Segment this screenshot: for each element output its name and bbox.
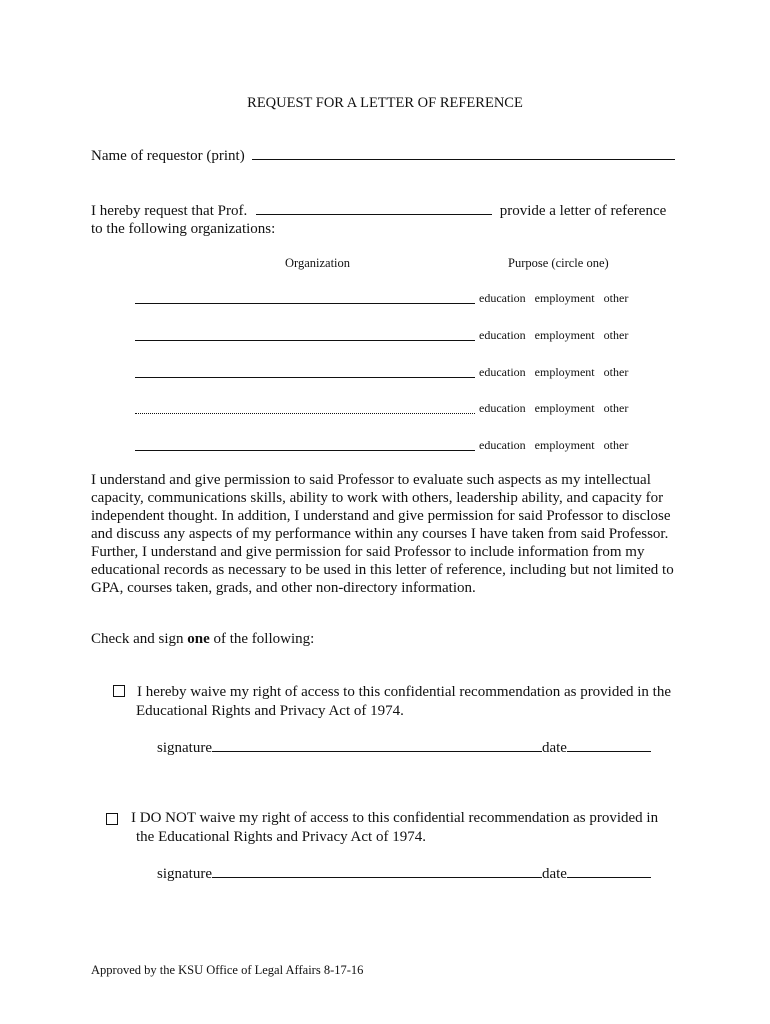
- organization-field[interactable]: [135, 377, 475, 378]
- page-title: REQUEST FOR A LETTER OF REFERENCE: [247, 95, 523, 111]
- purpose-options: [479, 438, 634, 453]
- professor-name-field[interactable]: [256, 213, 492, 215]
- check-instruction-suffix: of the following:: [209, 631, 315, 647]
- organization-field[interactable]: [135, 303, 475, 304]
- purpose-education[interactable]: education: [479, 365, 526, 379]
- purpose-options: [479, 365, 634, 380]
- not-waive-signature-row: [157, 866, 651, 883]
- check-instruction-bold: one: [187, 631, 210, 647]
- purpose-other[interactable]: other: [603, 328, 629, 342]
- waive-date-field[interactable]: [567, 750, 651, 752]
- date-label: date: [541, 740, 567, 756]
- paragraph-line: independent thought. In addition, I understand and give permission for said Professor to disclose: [91, 508, 671, 524]
- purpose-education[interactable]: education: [479, 328, 526, 342]
- not-waive-date-field[interactable]: [567, 876, 651, 878]
- request-line2: to the following organizations:: [91, 221, 276, 237]
- not-waive-signature-field[interactable]: [212, 876, 542, 878]
- request-suffix: provide a letter of reference: [499, 203, 667, 219]
- purpose-other[interactable]: other: [603, 365, 629, 379]
- purpose-employment[interactable]: employment: [534, 291, 595, 305]
- organization-header: Organization: [285, 256, 351, 270]
- date-label: date: [541, 866, 567, 882]
- paragraph-line: educational records as necessary to be used in this letter of reference, including but not limited to: [91, 562, 674, 578]
- purpose-education[interactable]: education: [479, 401, 526, 415]
- purpose-other[interactable]: other: [603, 291, 629, 305]
- organization-field[interactable]: [135, 340, 475, 341]
- paragraph-line: GPA, courses taken, grads, and other non-directory information.: [91, 580, 476, 596]
- purpose-employment[interactable]: employment: [534, 365, 595, 379]
- waive-signature-field[interactable]: [212, 750, 542, 752]
- requestor-label: Name of requestor (print): [91, 148, 245, 164]
- signature-label: signature: [157, 740, 212, 756]
- paragraph-line: Further, I understand and give permission for said Professor to include information from my: [91, 544, 645, 560]
- purpose-education[interactable]: education: [479, 291, 526, 305]
- request-prefix: I hereby request that Prof.: [91, 203, 248, 219]
- purpose-options: [479, 401, 634, 416]
- purpose-employment[interactable]: employment: [534, 438, 595, 452]
- requestor-name-field[interactable]: [252, 158, 675, 160]
- signature-label: signature: [157, 866, 212, 882]
- organization-field[interactable]: [135, 413, 475, 414]
- check-instruction-prefix: Check and sign: [91, 631, 188, 647]
- paragraph-line: capacity, communications skills, ability to work with others, leadership ability, and capacity for: [91, 490, 664, 506]
- not-waive-line2: the Educational Rights and Privacy Act of 1974.: [136, 829, 426, 845]
- purpose-options: [479, 328, 634, 343]
- waive-line2: Educational Rights and Privacy Act of 1974.: [136, 703, 404, 719]
- purpose-header: Purpose (circle one): [508, 256, 609, 270]
- request-row: [91, 203, 666, 220]
- not-waive-checkbox[interactable]: [106, 813, 118, 825]
- approval-footer: Approved by the KSU Office of Legal Affairs 8-17-16: [91, 963, 364, 977]
- permission-paragraph: [91, 471, 691, 597]
- check-instruction: [91, 631, 314, 648]
- paragraph-line: I understand and give permission to said Professor to evaluate such aspects as my intellectual: [91, 472, 651, 488]
- waive-signature-row: [157, 740, 651, 757]
- organization-field[interactable]: [135, 450, 475, 451]
- purpose-other[interactable]: other: [603, 438, 629, 452]
- paragraph-line: and discuss any aspects of my performance within any courses I have taken from said Professor.: [91, 526, 669, 542]
- requestor-row: [91, 148, 675, 165]
- purpose-options: [479, 291, 634, 306]
- not-waive-line1: I DO NOT waive my right of access to this confidential recommendation as provided in: [131, 810, 659, 826]
- purpose-other[interactable]: other: [603, 401, 629, 415]
- purpose-employment[interactable]: employment: [534, 328, 595, 342]
- waive-checkbox[interactable]: [113, 685, 125, 697]
- purpose-employment[interactable]: employment: [534, 401, 595, 415]
- purpose-education[interactable]: education: [479, 438, 526, 452]
- waive-line1: I hereby waive my right of access to this confidential recommendation as provided in the: [137, 684, 672, 700]
